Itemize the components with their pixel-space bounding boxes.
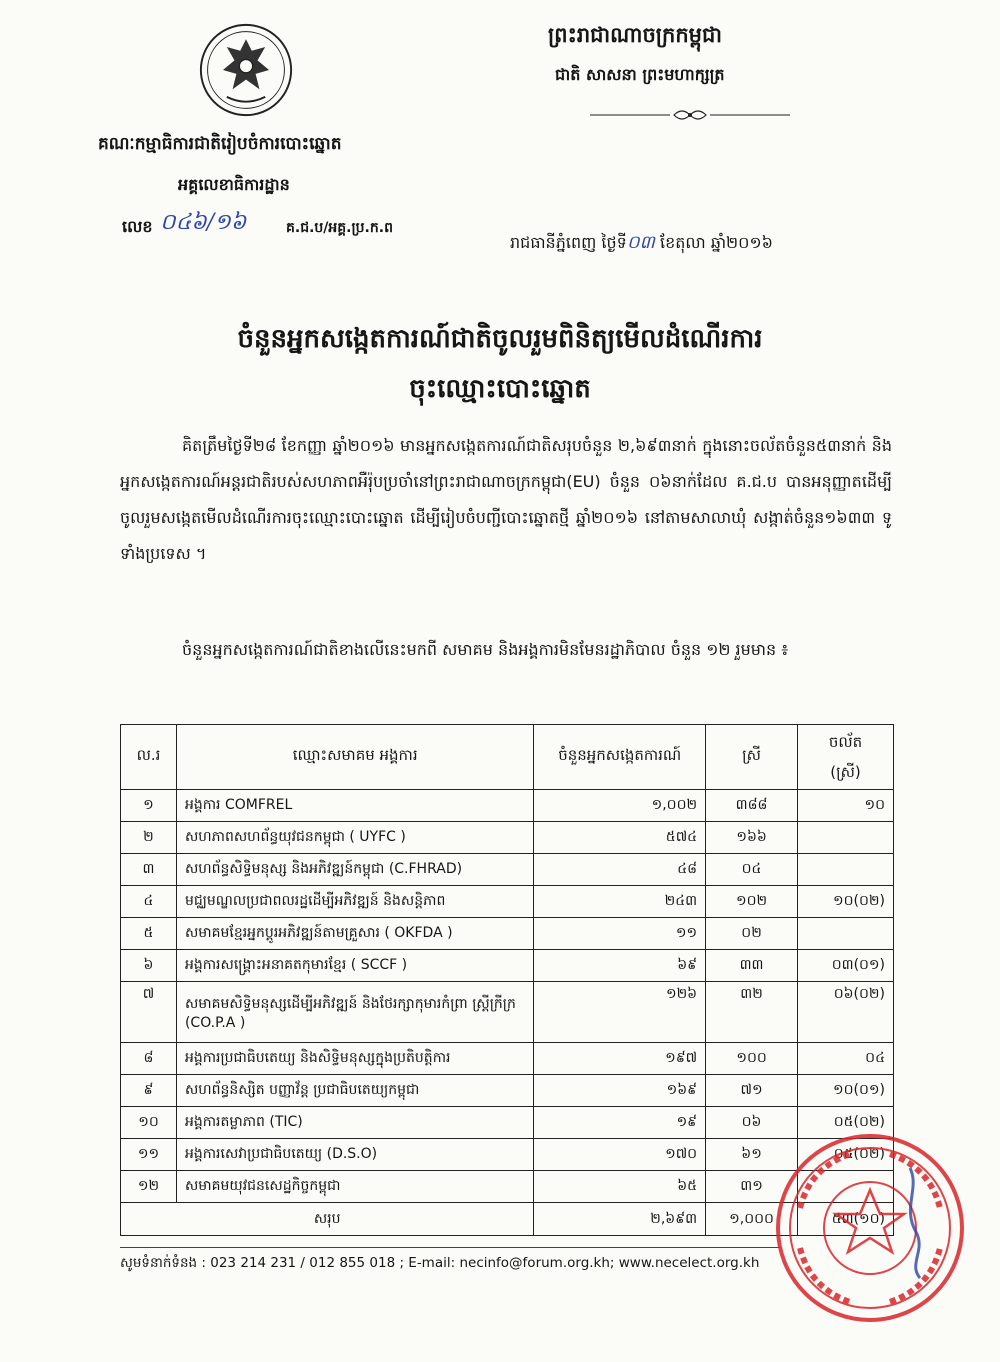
- cell-name: មជ្ឈមណ្ឌលប្រជាពលរដ្ឋដើម្បីអភិវឌ្ឍន៍ និងសន្តិភាព: [176, 886, 533, 918]
- cell-mobile: ១០(០១): [798, 1075, 894, 1107]
- cell-name: អង្គការប្រជាធិបតេយ្យ និងសិទ្ធិមនុស្សក្នុងប្រតិបត្តិការ: [176, 1043, 533, 1075]
- cell-female: ៣៣: [706, 950, 798, 982]
- cell-female: ៣១: [706, 1171, 798, 1203]
- cell-observers: ១៩៧: [534, 1043, 706, 1075]
- cell-no: ១២: [121, 1171, 177, 1203]
- cell-observers: ១៦៩: [534, 1075, 706, 1107]
- cell-name: អង្គការសង្គ្រោះអនាគតកុមារខ្មែរ ( SCCF ): [176, 950, 533, 982]
- footer-divider: [120, 1247, 780, 1248]
- cell-mobile: ១០: [798, 790, 894, 822]
- cell-name: អង្គការតម្លាភាព (TIC): [176, 1107, 533, 1139]
- cell-observers: ២៤៣: [534, 886, 706, 918]
- cell-female: ១០២: [706, 886, 798, 918]
- cell-no: ៤: [121, 886, 177, 918]
- col-header-mobile: ចល័ត (ស្រី): [798, 725, 894, 790]
- date-suffix: ខែតុលា ឆ្នាំ២០១៦: [654, 233, 773, 252]
- table-row: [121, 822, 894, 854]
- official-seal-stamp: [770, 1128, 970, 1328]
- cell-observers: ៥៧៤: [534, 822, 706, 854]
- cell-female: ០២: [706, 918, 798, 950]
- cell-female: ៧១: [706, 1075, 798, 1107]
- cell-mobile: ០៥(០២): [798, 1107, 894, 1139]
- cell-no: ២: [121, 822, 177, 854]
- cell-mobile: ០៣(០១): [798, 950, 894, 982]
- cell-name: សមាគមសិទ្ធិមនុស្សដើម្បីអភិវឌ្ឍន៍ និងថែរក្សាកុមារកំព្រា ស្ត្រីក្រីក្រ (CO.P.A ): [176, 982, 533, 1043]
- cell-observers: ១៩: [534, 1107, 706, 1139]
- cell-no: ៥: [121, 918, 177, 950]
- col-header-name: ឈ្មោះសមាគម អង្គការ: [176, 725, 533, 790]
- ref-label: លេខ: [122, 217, 153, 236]
- cell-observers: ១៧០: [534, 1139, 706, 1171]
- total-observers: ២,៦៩៣: [534, 1203, 706, 1236]
- cell-female: ០៤: [706, 854, 798, 886]
- cell-female: ៣២: [706, 982, 798, 1043]
- cell-no: ៦: [121, 950, 177, 982]
- cell-observers: ១២៦: [534, 982, 706, 1043]
- committee-name: គណៈកម្មាធិការជាតិរៀបចំការបោះឆ្នោត: [98, 134, 342, 154]
- nec-logo: [198, 22, 294, 118]
- cell-no: ១១: [121, 1139, 177, 1171]
- body-paragraph-2: ចំនួនអ្នកសង្កេតការណ៍ជាតិខាងលើនេះមកពី សមាគម និងអង្គការមិនមែនរដ្ឋាភិបាល ចំនួន ១២ រួមមាន ៖: [182, 640, 789, 659]
- total-label: សរុប: [121, 1203, 534, 1236]
- cell-no: ៩: [121, 1075, 177, 1107]
- document-title-line2: ចុះឈ្មោះបោះឆ្នោត: [409, 374, 591, 404]
- cell-observers: ១១: [534, 918, 706, 950]
- table-row: [121, 854, 894, 886]
- secretariat-name: អគ្គលេខាធិការដ្ឋាន: [178, 175, 290, 194]
- table-row: [121, 1075, 894, 1107]
- cell-female: ៣៨៨: [706, 790, 798, 822]
- footer-contact: សូមទំនាក់ទំនង : 023 214 231 / 012 855 018 ; E-mail: necinfo@forum.org.kh; www.necelect.org.kh: [120, 1255, 760, 1271]
- cell-female: ៦១: [706, 1139, 798, 1171]
- table-row: [121, 790, 894, 822]
- kingdom-heading: ព្រះរាជាណាចក្រកម្ពុជា: [548, 23, 723, 47]
- cell-female: ១៦៦: [706, 822, 798, 854]
- cell-observers: ៤៨: [534, 854, 706, 886]
- cell-mobile: [798, 854, 894, 886]
- cell-female: ១០០: [706, 1043, 798, 1075]
- cell-name: សមាគមយុវជនសេដ្ឋកិច្ចកម្ពុជា: [176, 1171, 533, 1203]
- date-day-handwritten: ០៣: [626, 232, 655, 253]
- col-header-female: ស្រី: [706, 725, 798, 790]
- cell-name: សហភាពសហព័ន្ធយុវជនកម្ពុជា ( UYFC ): [176, 822, 533, 854]
- date-prefix: រាជធានីភ្នំពេញ ថ្ងៃទី: [510, 233, 627, 252]
- cell-no: ១០: [121, 1107, 177, 1139]
- cell-name: អង្គការ COMFREL: [176, 790, 533, 822]
- cell-mobile: ០៤: [798, 1043, 894, 1075]
- document-title-line1: ចំនួនអ្នកសង្កេតការណ៍ជាតិចូលរួមពិនិត្យមើលដំណើរការ: [237, 324, 763, 354]
- cell-name: សមាគមខ្មែរអ្នកប្តូរអភិវឌ្ឍន៍តាមគ្រួសារ ( OKFDA ): [176, 918, 533, 950]
- col-header-no: ល.រ: [121, 725, 177, 790]
- col-header-observers: ចំនួនអ្នកសង្កេតការណ៍: [534, 725, 706, 790]
- ref-code: គ.ជ.ប/អគ្គ.ប្រ.ក.ព: [286, 220, 393, 236]
- cell-mobile: [798, 822, 894, 854]
- cell-mobile: [798, 918, 894, 950]
- cell-observers: ៦៩: [534, 950, 706, 982]
- cell-no: ៧: [121, 982, 177, 1043]
- date-line: [510, 230, 773, 257]
- cell-name: សហព័ន្ធនិស្សិត បញ្ញាវ័ន្ត ប្រជាធិបតេយ្យកម្ពុជា: [176, 1075, 533, 1107]
- cell-no: ៨: [121, 1043, 177, 1075]
- cell-no: ៣: [121, 854, 177, 886]
- table-header-row: [121, 725, 894, 790]
- ref-number-handwritten: ០៤៦/១៦: [160, 210, 247, 235]
- cell-female: ០៦: [706, 1107, 798, 1139]
- cell-mobile: ០៦(០២): [798, 982, 894, 1043]
- national-motto: ជាតិ សាសនា ព្រះមហាក្សត្រ: [555, 65, 725, 84]
- cell-mobile: ០៥(០២): [798, 1139, 894, 1171]
- body-paragraph-1: គិតត្រឹមថ្ងៃទី២៨ ខែកញ្ញា ឆ្នាំ២០១៦ មានអ្នកសង្កេតការណ៍ជាតិសរុបចំនួន ២,៦៩៣នាក់ ក្នុងនោះចល័តចំនួន៥៣នាក់ និងអ្នកសង្កេតការណ៍អន្តរជាតិរបស់សហភាពអឺរ៉ុបប្រចាំនៅព្រះរាជាណាចក្រកម្ពុជា(EU) ចំនួន ០៦នាក់ដែល គ.ជ.ប បានអនុញ្ញាតដើម្បីចូលរួមសង្កេតមើលដំណើរការចុះឈ្មោះបោះឆ្នោត ដើម្បីរៀបចំបញ្ជីបោះឆ្នោតថ្មី ឆ្នាំ២០១៦ នៅតាមសាលាឃុំ សង្កាត់ចំនួន១៦៣៣ ទូទាំងប្រទេស ។: [120, 436, 892, 563]
- cell-observers: ៦៥: [534, 1171, 706, 1203]
- table-row: [121, 982, 894, 1043]
- cell-no: ១: [121, 790, 177, 822]
- cell-observers: ១,០០២: [534, 790, 706, 822]
- cell-mobile: ១០(០២): [798, 886, 894, 918]
- table-row: [121, 1043, 894, 1075]
- cell-name: សហព័ន្ធសិទ្ធិមនុស្ស និងអភិវឌ្ឍន៍កម្ពុជា (C.FHRAD): [176, 854, 533, 886]
- table-row: [121, 918, 894, 950]
- ornament-divider: [590, 106, 790, 124]
- total-mobile: ៥៣(១០): [798, 1203, 894, 1236]
- cell-name: អង្គការសេវាប្រជាធិបតេយ្យ (D.S.O): [176, 1139, 533, 1171]
- table-row: [121, 886, 894, 918]
- total-female: ១,០០០: [706, 1203, 798, 1236]
- table-row: [121, 950, 894, 982]
